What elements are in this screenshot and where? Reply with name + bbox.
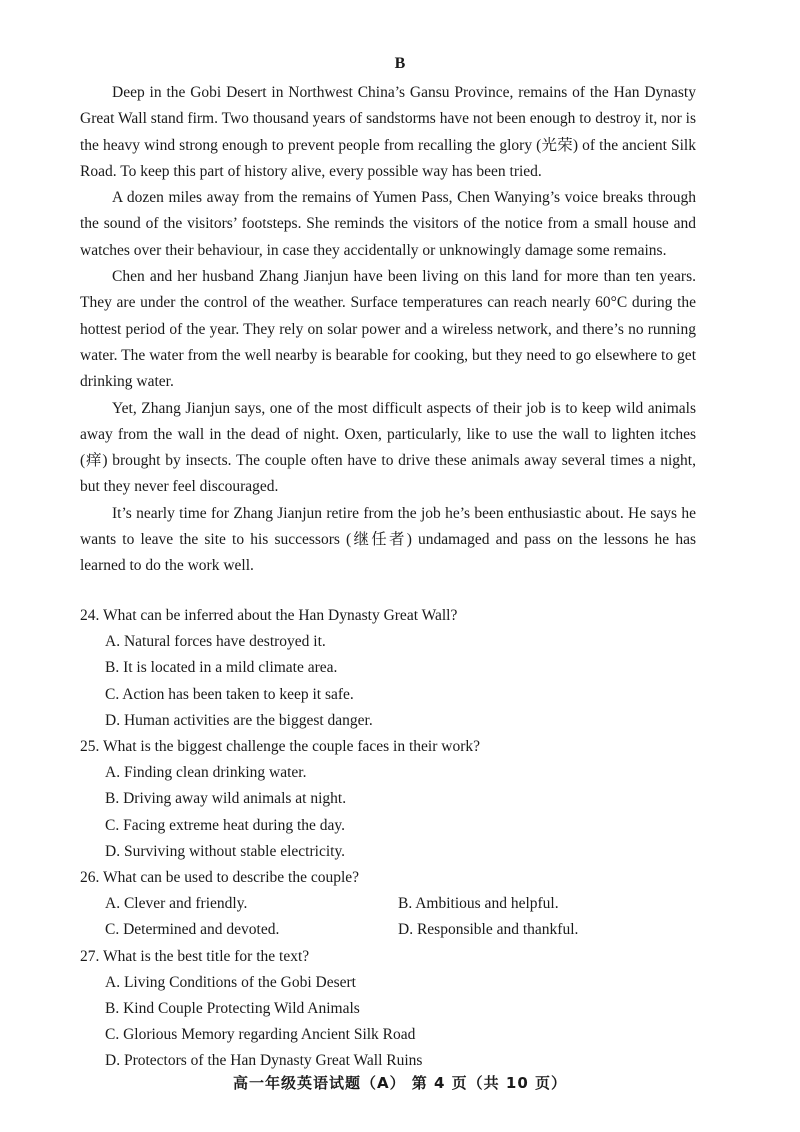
option-c: C. Facing extreme heat during the day. [105,816,346,834]
paragraph: A dozen miles away from the remains of Yumen Pass, Chen Wanying’s voice breaks through the sound of the visitors’ footsteps. She reminds the visitors of the notice from a small house and watches over their behaviour, in case they accidentally or unknowingly damage some remains. [80,189,696,259]
option-a: A. Natural forces have destroyed it. [105,633,326,651]
option-b: B. Ambitious and helpful. [398,895,559,913]
question-list [80,603,700,1075]
paragraph: Chen and her husband Zhang Jianjun have been living on this land for more than ten years. They are under the control of the weather. Surface temperatures can reach nearly 60°C during the hottest period of the year. They rely on solar power and a wireless network, and there’s no running water. The water from the well nearby is bearable for cooking, but they need to go elsewhere to get drinking water. [80,268,696,391]
option-a: A. Living Conditions of the Gobi Desert [105,973,356,991]
reading-passage [80,80,696,580]
option-row [80,917,700,943]
question-stem: 26. What can be used to describe the couple? [80,869,360,887]
option-d: D. Human activities are the biggest danger. [105,711,373,729]
option-c: C. Glorious Memory regarding Ancient Silk Road [105,1026,416,1044]
option-row [80,891,700,917]
option-b: B. Driving away wild animals at night. [105,790,347,808]
option-c: C. Action has been taken to keep it safe. [105,685,354,703]
option-a: A. Clever and friendly. [105,895,248,913]
question-27 [80,944,700,1075]
question-26 [80,865,700,944]
paragraph: It’s nearly time for Zhang Jianjun retire from the job he’s been enthusiastic about. He says he wants to leave the site to his successors (继任者) undamaged and pass on the lessons he has learned to do the work well. [80,504,696,575]
paragraph: Deep in the Gobi Desert in Northwest China’s Gansu Province, remains of the Han Dynasty Great Wall stand firm. Two thousand years of sandstorms have not been enough to destroy it, nor is the heavy wind strong enough to prevent people from recalling the glory (光荣) of the ancient Silk Road. To keep this part of history alive, every possible way has been tried. [80,84,696,180]
option-b: B. It is located in a mild climate area. [105,659,338,677]
question-25 [80,734,700,865]
paragraph: Yet, Zhang Jianjun says, one of the most difficult aspects of their job is to keep wild animals away from the wall in the dead of night. Oxen, particularly, like to use the wall to lighten itches (痒) brought by insects. The couple often have to drive these animals away several times a night, but they never feel discouraged. [80,399,696,496]
option-b: B. Kind Couple Protecting Wild Animals [105,1000,360,1018]
page-footer: 高一年级英语试题（A） 第 4 页（共 10 页） [232,1074,568,1092]
question-24 [80,603,700,734]
question-stem: 27. What is the best title for the text? [80,947,310,965]
option-d: D. Protectors of the Han Dynasty Great Wall Ruins [105,1052,423,1070]
option-d: D. Responsible and thankful. [398,921,579,939]
question-stem: 24. What can be inferred about the Han Dynasty Great Wall? [80,607,458,624]
option-a: A. Finding clean drinking water. [105,764,307,782]
option-d: D. Surviving without stable electricity. [105,842,346,860]
section-heading: B [394,55,406,72]
question-stem: 25. What is the biggest challenge the couple faces in their work? [80,738,480,756]
option-c: C. Determined and devoted. [105,921,280,939]
